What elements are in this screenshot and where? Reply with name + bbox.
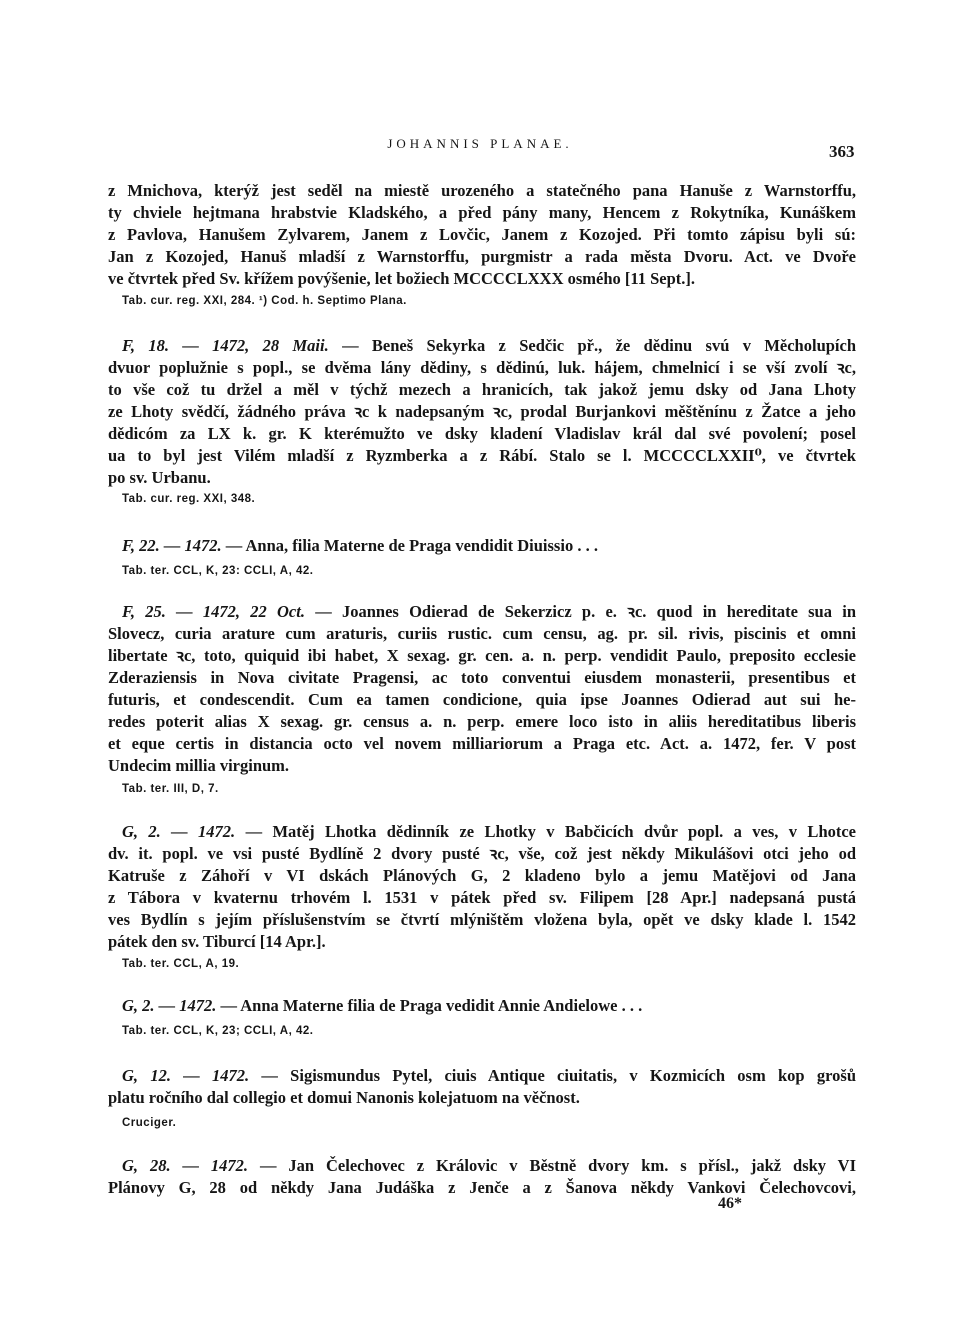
text-line bbox=[108, 821, 856, 843]
entry-f18 bbox=[108, 335, 856, 489]
source-citation: Tab. cur. reg. XXI, 348. bbox=[122, 493, 256, 505]
text-line: to vše což tu držel a měl v týchž mezech a hranicích, tak jakož jemu dsky od Jana Lhoty bbox=[108, 380, 856, 399]
text-line: Zderaziensis in Nova civitate Pragensi, ac toto conventui eiusdem monasterii, presentibus et bbox=[108, 668, 856, 687]
text-line: Katruše z Záhoří v VI dskách Plánových G, 2 kladeno bylo a jemu Matějovi od Jana bbox=[108, 866, 856, 885]
entry-heading: F, 18. — 1472, 28 Maii. bbox=[122, 336, 329, 355]
entry-heading: F, 25. — 1472, 22 Oct. bbox=[122, 602, 305, 621]
entry-heading: G, 2. — 1472. bbox=[122, 996, 217, 1015]
text-line: Plánovy G, 28 od někdy Jana Judáška z Jenče a z Šanova někdy Vankovi Čelechovcovi, bbox=[108, 1178, 856, 1197]
text-line: ves Bydlín s jejím příslušenstvím se čtvrtí mlýništěm vložena byla, opět ve dsky klade l. 1542 bbox=[108, 910, 856, 929]
source-citation: Tab. ter. III, D, 7. bbox=[122, 783, 219, 795]
text-line bbox=[108, 1155, 856, 1177]
text-line: et eque certis in distancia octo vel novem milliariorum a Praga etc. Act. a. 1472, fer. V post bbox=[108, 734, 856, 753]
entry-text: — Joannes Odierad de Sekerzicz p. e. ꝛc. quod in hereditate sua in bbox=[315, 602, 857, 621]
text-line bbox=[108, 995, 856, 1017]
text-line: z Pavlova, Hanušem Zylvarem, Janem z Lovčic, Janem z Kozojed. Při tomto zápisu byli sú: bbox=[108, 225, 856, 244]
text-line: dvuor poplužnie s popl., se dvěma lány dědiny, s dědinú, luk. hájem, chmelnicí i se vší zvolí ꝛc, bbox=[108, 358, 856, 377]
text-line: Undecim millia virginum. bbox=[108, 756, 290, 775]
text-line: libertate ꝛc, toto, quiquid ibi habet, X sexag. gr. cen. a. n. perp. vendidit Paulo, preposito ecclesie bbox=[108, 646, 856, 665]
text-line bbox=[108, 535, 856, 557]
text-line: ze Lhoty svědčí, žádného práva ꝛc k nadepsaným ꝛc, prodal Burjankovi měštěnínu z Žatce a jeho bbox=[108, 402, 856, 421]
entry-heading: G, 28. — 1472. bbox=[122, 1156, 249, 1175]
text-line: futuris, et condescendit. Cum ea tamen condicione, quia ipse Joannes Odierad aut sui he- bbox=[108, 690, 856, 709]
signature-mark: 46* bbox=[718, 1195, 742, 1212]
text-line bbox=[108, 335, 856, 357]
source-citation: Tab. cur. reg. XXI, 284. ¹) Cod. h. Septimo Plana. bbox=[122, 295, 407, 307]
text-line: redes poterit alias X sexag. gr. census a. n. perp. emere loco isto in aliis hereditatibus liberis bbox=[108, 712, 856, 731]
page-number: 363 bbox=[829, 142, 855, 161]
text-line: platu ročního dal collegio et domui Nanonis kolejatuom na věčnost. bbox=[108, 1088, 580, 1107]
text-line: ua to byl jest Vilém mladší z Ryzmberka a z Rábí. Stalo se l. MCCCCLXXII⁰, ve čtvrtek bbox=[108, 446, 856, 465]
entry-g2-second bbox=[108, 995, 856, 1017]
entry-g28 bbox=[108, 1155, 856, 1199]
text-line bbox=[108, 1065, 856, 1087]
source-citation: Tab. ter. CCL, K, 23: CCLI, A, 42. bbox=[122, 565, 314, 577]
text-line: z Mnichova, kterýž jest seděl na miestě urozeného a statečného pana Hanuše z Warnstorffu, bbox=[108, 181, 856, 200]
entry-text: — Anna, filia Materne de Praga vendidit Diuissio . . . bbox=[225, 536, 598, 555]
entry-f22 bbox=[108, 535, 856, 557]
entry-text: — Sigismundus Pytel, ciuis Antique ciuitatis, v Kozmicích osm kop grošů bbox=[261, 1066, 856, 1085]
entry-text: — Matěj Lhotka dědinník ze Lhotky v Babčicích dvůr popl. a ves, v Lhotce bbox=[245, 822, 857, 841]
entry-continuation bbox=[108, 180, 856, 290]
entry-text: — Jan Čelechovec z Královic v Běstně dvory km. s přísl., jakž dsky VI bbox=[259, 1156, 856, 1175]
text-line: pátek den sv. Tiburcí [14 Apr.]. bbox=[108, 932, 326, 951]
source-citation: Tab. ter. CCL, A, 19. bbox=[122, 958, 240, 970]
source-citation: Cruciger. bbox=[122, 1117, 177, 1129]
entry-f25 bbox=[108, 601, 856, 777]
entry-text: — Beneš Sekyrka z Sedčic př., že dědinu svú v Měcholupích bbox=[342, 336, 857, 355]
entry-heading: G, 2. — 1472. bbox=[122, 822, 236, 841]
entry-g2 bbox=[108, 821, 856, 953]
text-line: z Tábora v kvaternu trhovém l. 1531 v pátek před sv. Filipem [28 Apr.] nadepsaná pustá bbox=[108, 888, 856, 907]
text-line: Jan z Kozojed, Hanuš mladší z Warnstorffu, purgmistr a rada města Dvoru. Act. ve Dvoře bbox=[108, 247, 856, 266]
entry-g12 bbox=[108, 1065, 856, 1109]
text-line: Slovecz, curia arature cum araturis, curiis rustic. cum censu, ag. pr. sil. rivis, piscinis et omni bbox=[108, 624, 856, 643]
text-line: dv. it. popl. ve vsi pusté Bydlíně 2 dvory pusté ꝛc, vše, což jest někdy Mikulášovi otci jeho od bbox=[108, 844, 856, 863]
text-line: ty chviele hejtmana hrabstvie Kladského, a před pány many, Hencem z Rokytníka, Kunáškem bbox=[108, 203, 856, 222]
text-line: ve čtvrtek před Sv. křížem povýšenie, let božiech MCCCCLXXX osmého [11 Sept.]. bbox=[108, 269, 696, 288]
text-line: po sv. Urbanu. bbox=[108, 468, 211, 487]
source-citation: Tab. ter. CCL, K, 23; CCLI, A, 42. bbox=[122, 1025, 314, 1037]
entry-heading: G, 12. — 1472. bbox=[122, 1066, 250, 1085]
running-head: JOHANNIS PLANAE. bbox=[387, 136, 573, 151]
entry-text: — Anna Materne filia de Praga vedidit Annie Andielowe . . . bbox=[220, 996, 643, 1015]
text-line bbox=[108, 601, 856, 623]
entry-heading: F, 22. — 1472. bbox=[122, 536, 222, 555]
text-line: dědicóm za LX k. gr. K kterémužto ve dsky kladení Vladislav král dal své povolení; posel bbox=[108, 424, 856, 443]
